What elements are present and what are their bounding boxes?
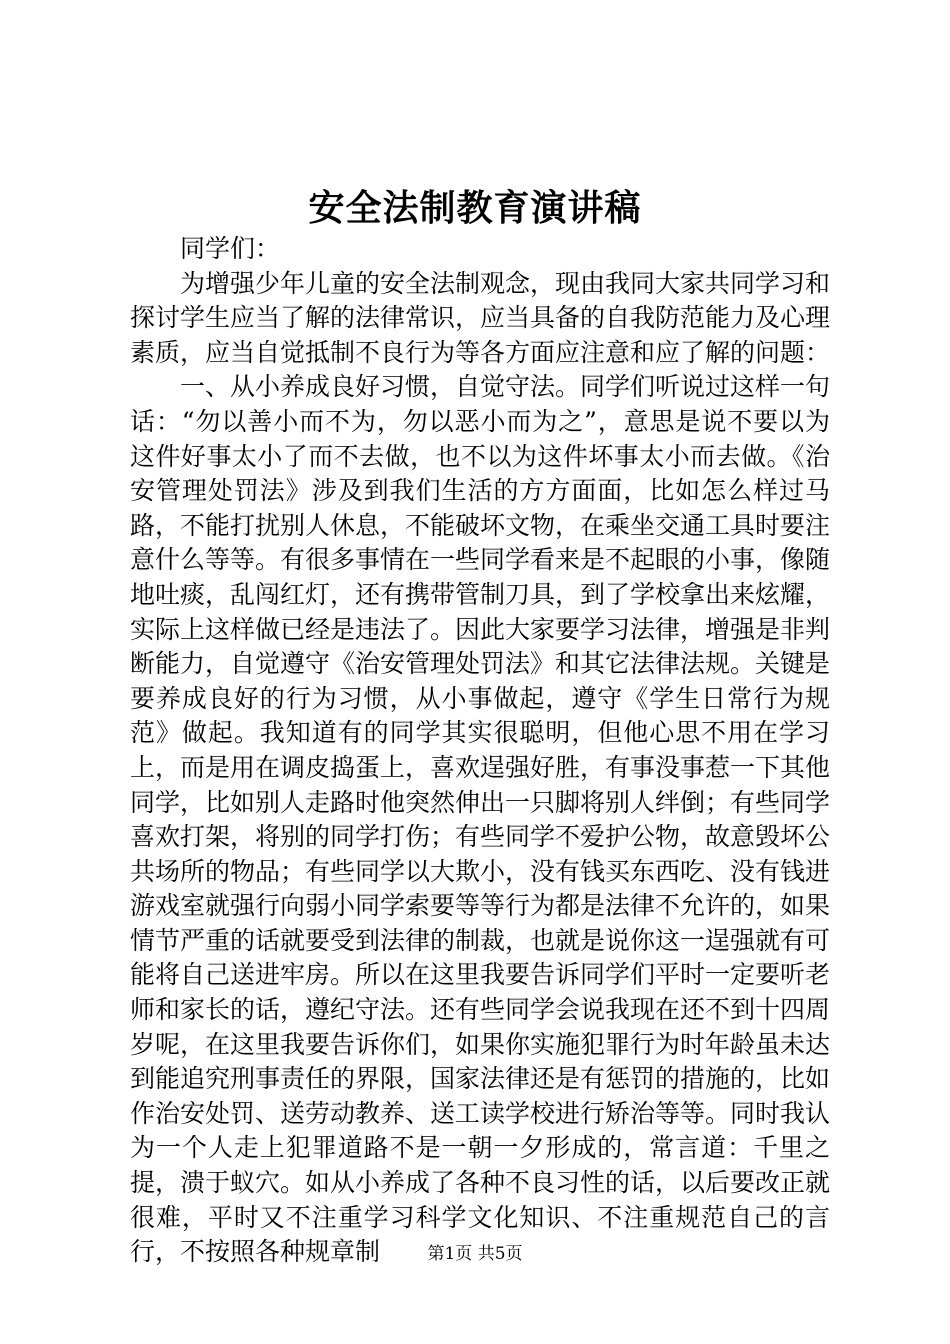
- document-body: [130, 232, 830, 1270]
- page-number-footer: 第1页 共5页: [427, 1244, 523, 1264]
- salutation: 同学们：: [180, 234, 281, 263]
- paragraph-intro: 为增强少年儿童的安全法制观念，现由我同大家共同学习和探讨学生应当了解的法律常识，应当具备的自我防范能力及心理素质，应当自觉抵制不良行为等各方面应注意和应了解的问题：: [130, 268, 831, 367]
- page-title: 安全法制教育演讲稿: [308, 187, 642, 229]
- paragraph-section-one: 一、从小养成良好习惯，自觉守法。同学们听说过这样一句话：“勿以善小而不为，勿以恶小而为之”，意思是说不要以为这件好事太小了而不去做，也不以为这件坏事太小而去做。《治安管理处罚法》涉及到我们生活的方方面面，比如怎么样过马路，不能打扰别人休息，不能破坏文物，在乘坐交通工具时要注意什么等等。有很多事情在一些同学看来是不起眼的小事，像随地吐痰，乱闯红灯，还有携带管制刀具，到了学校拿出来炫耀，实际上这样做已经是违法了。因此大家要学习法律，增强是非判断能力，自觉遵守《治安管理处罚法》和其它法律法规。关键是要养成良好的行为习惯，从小事做起，遵守《学生日常行为规范》做起。我知道有的同学其实很聪明，但他心思不用在学习上，而是用在调皮捣蛋上，喜欢逞强好胜，有事没事惹一下其他同学，比如别人走路时他突然伸出一只脚将别人绊倒；有些同学喜欢打架，将别的同学打伤；有些同学不爱护公物，故意毁坏公共场所的物品；有些同学以大欺小，没有钱买东西吃、没有钱进游戏室就强行向弱小同学索要等等行为都是法律不允许的，如果情节严重的话就要受到法律的制裁，也就是说你这一逞强就有可能将自己送进牢房。所以在这里我要告诉同学们平时一定要听老师和家长的话，遵纪守法。还有些同学会说我现在还不到十四周岁呢，在这里我要告诉你们，如果你实施犯罪行为时年龄虽未达到能追究刑事责任的界限，国家法律还是有惩罚的措施的，比如作治安处罚、送劳动教养、送工读学校进行矫治等等。同时我认为一个人走上犯罪道路不是一朝一夕形成的，常言道：千里之提，溃于蚁穴。如从小养成了各种不良习性的话，以后要改正就很难，平时又不注重学习科学文化知识、不注重规范自己的言行，不按照各种规章制: [130, 372, 831, 1267]
